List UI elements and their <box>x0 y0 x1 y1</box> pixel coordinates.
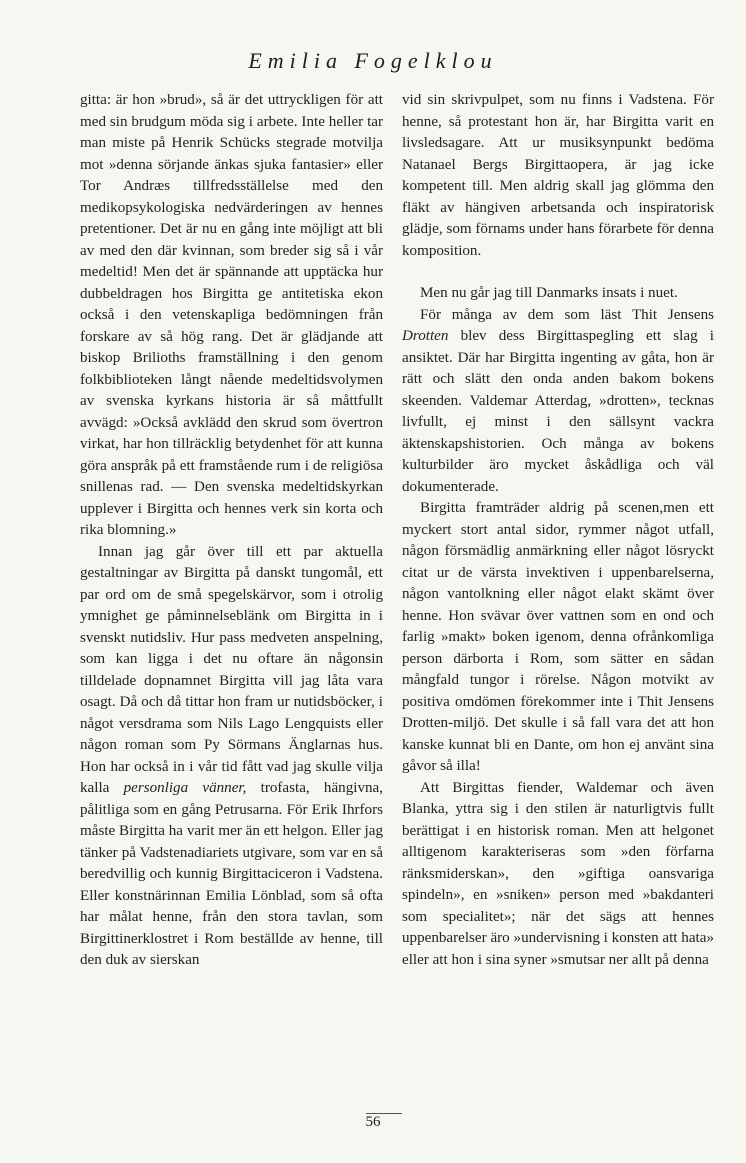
paragraph: Men nu går jag till Danmarks insats i nuet. <box>420 285 678 301</box>
paragraph <box>402 305 714 499</box>
right-column <box>402 90 714 971</box>
paragraph-text: Innan jag går över till ett par aktuella gestaltningar av Birgitta på danskt tungomål, ett par ord om de små spegelskärvor, som i otrolig ymnighet ge påminnelseblänk om Birgitta in i svenskt nutidsliv. Hur pass medveten anspelning, som kan ligga i det nu oftare än någonsin tilldelade dopnamnet Birgitta vill jag låta vara osagt. Då och då tittar hon fram ur nutidsböcker, i något versdrama som Nils Lago Lengquists eller någon roman som Py Sörmans Änglarnas hus. Hon har också in i vår tid fått vad jag skulle vilja kalla <box>80 543 383 796</box>
paragraph <box>80 542 383 972</box>
paragraph-text: blev dess Birgittaspegling ett slag i ansiktet. Där har Birgitta ingenting av gåta, hon är rätt och slätt den onda anden bakom bokens skeenden. Valdemar Atterdag, »drotten», tecknas livfullt, ej minst i den sällsynt vackra äktenskapshistorien. Och många av bokens kulturbilder äro mycket åskådliga och väl dokumenterade. <box>402 328 714 495</box>
running-header: Emilia Fogelklou <box>248 48 498 73</box>
paragraph: Birgitta framträder aldrig på scenen,men ett myckert stort antal sidor, rymmer något utfall, någon försmädlig anmärkning eller något lösryckt citat ur de värsta invektiven i uppenbarelserna, någon vantolkning eller något elakt skämt över henne. Hon svävar över vattnen som en ond och farlig »makt» boken igenom, denna ofrånkomliga person därborta i Rom, som sätter en sådan mångfald tungor i rörelse. Någon motvikt av positiva omdömen förekommer inte i Thit Jensens Drotten-miljö. Det skulle i så fall vara det att hon kanske kunnat bli en Dante, om hon ej använt sina gåvor så illa! <box>402 500 714 774</box>
paragraph: vid sin skrivpulpet, som nu finns i Vadstena. För henne, så protestant hon är, har Birgitta varit en livsledsagare. Att ur musiksynpunkt bedöma Natanael Bergs Birgittaopera, är jag icke kompetent till. Men aldrig skall jag glömma den fläkt av hängiven arbetsanda och inspiratorisk glädje, som förnams under hans förarbete för denna komposition. <box>402 92 714 259</box>
paragraph: Att Birgittas fiender, Waldemar och även Blanka, yttra sig i den stilen är naturligtvis fullt berättigat i en historisk roman. Men att helgonet alltigenom karakteriseras som »den förfarna ränksmiderskan», den »giftiga oansvariga spindeln», en »sniken» person med »bakdanteri som specialitet»; när det sägs att hennes uppenbarelser äro »undervisning i konsten att hata» eller att hon i sina syner »smutsar ner allt på denna <box>402 779 714 968</box>
book-title: Drotten <box>402 328 449 344</box>
paragraph: gitta: är hon »brud», så är det uttryckligen för att med sin brudgum möda sig i arbete. Inte heller tar man miste på Henrik Schücks stegrade motvilja mot »denna sörjande änkas sjuka fantasier» eller Tor Andræs tillfredsställelse med den medikopsykologiska nedvärderingen av hennes pretentioner. Det är nu en gång inte möjligt att bli av med den där kvinnan, som breder sig så i vår medeltid! Men det är spännande att upptäcka hur dubbeldragen hos Birgitta ge antitetiska ekon också i den vetenskapliga bedömningen från forskare av så hög rang. Det är glädjande att biskop Brilioths framställning i den genom folkbiblioteken långt nående medeltidsvolymen av svenska kyrkans historia är så måttfullt avvägd: »Också avklädd den skrud som övertron virkat, har hon tillräcklig betydenhet för att kunna göra anspråk på ett framstående rum i de religiösa snillenas rad. — Den svenska medeltidskyrkan upplever i Birgitta och hennes verk sin korta och rika blomning.» <box>80 92 383 538</box>
paragraph-text: trofasta, hängivna, pålitliga som en gång Petrusarna. För Erik Ihrfors måste Birgitta ha varit mer än ett helgon. Eller jag tänker på Vadstenadiariets utgivare, som var en så beredvillig och kunnig Birgittaciceron i Vadstena. Eller konstnärinnan Emilia Lönblad, som så ofta har målat henne, från den stora tavlan, som Birgittinerklostret i Rom beställde av henne, till den duk av sierskan <box>80 780 384 968</box>
page-number: 56 <box>365 1114 381 1130</box>
paragraph-text: För många av dem som läst Thit Jensens <box>420 306 714 323</box>
emphasis-text: personliga vänner, <box>123 780 247 796</box>
left-column <box>80 90 383 972</box>
